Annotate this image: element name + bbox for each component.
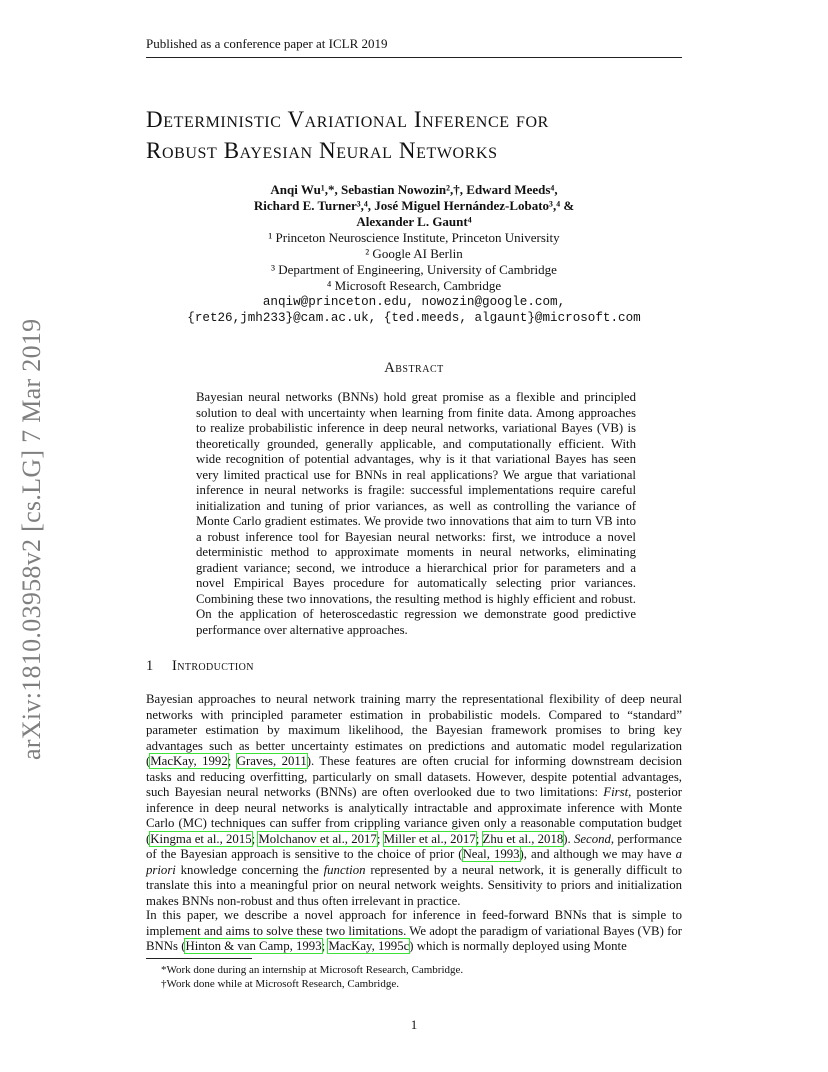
citation-link[interactable]: Molchanov et al., 2017 [258,831,377,846]
affiliation-3: ³ Department of Engineering, University of Cambridge [271,262,557,277]
abstract-heading: Abstract [384,360,444,376]
citation-link[interactable]: Kingma et al., 2015 [150,831,252,846]
footnote-2: †Work done while at Microsoft Research, Cambridge. [161,978,399,990]
section-title: Introduction [172,658,254,674]
section-heading-introduction [146,658,682,675]
text-run: ), and although we may have [519,847,676,861]
emphasis: First [603,785,629,799]
text-run: ) which is normally deployed using Monte [409,939,627,953]
author-line-1: Anqi Wu¹,*, Sebastian Nowozin²,†, Edward Meeds⁴, [270,182,558,197]
affiliation-4: ⁴ Microsoft Research, Cambridge [326,278,502,293]
text-run: Bayesian approaches to neural network training marry the representational flexibility of deep neural networks with principled parameter estimation in probabilistic models. Compared to “standard” parameter estimation by maximum likelihood, the Bayesian framework promises to bring key advantages such as better uncertainty estimates on predictions and automatic model regularization ( [146,692,682,768]
citation-link[interactable]: Hinton & van Camp, 1993 [185,939,322,953]
citation-link[interactable]: MacKay, 1995c [328,939,410,953]
footnote-1: *Work done during an internship at Microsoft Research, Cambridge. [161,964,464,976]
intro-paragraph-1: Bayesian approaches to neural network training marry the representational flexibility of deep neural networks with principled parameter estimation in probabilistic models. Compared to “standard” parameter estimation by maximum likelihood, the Bayesian framework promises to bring key advantages such as better uncertainty estimates on predictions and automatic model regularization (MacKay, 1992; Graves, 2011). These features are often crucial for informing downstream decision tasks and reducing overfitting, particularly on small datasets. However, despite potential advantages, such Bayesian neural networks (BNNs) are often overlooked due to two limitations: First, posterior inference in deep neural networks is analytically intractable and approximate inference with Monte Carlo (MC) techniques can suffer from crippling variance given only a reasonable computation budget (Kingma et al., 2015; Molchanov et al., 2017; Miller et al., 2017; Zhu et al., 2018). Second, performance of the Bayesian approach is sensitive to the choice of prior (Neal, 1993), and although we may have a priori knowledge concerning the function represented by a neural network, it is generally difficult to translate this into a meaningful prior on neural network weights. Sensitivity to priors and initialization makes BNNs non-robust and thus often irrelevant in practice. [146,692,683,908]
title-line-1: Deterministic Variational Inference for [146,107,549,132]
citation-link[interactable]: Neal, 1993 [462,847,520,861]
abstract-text: Bayesian neural networks (BNNs) hold great promise as a flexible and principled solution to deal with uncertainty when learning from finite data. Among approaches to realize probabilistic inference in deep neural networks, variational Bayes (VB) is theoretically grounded, generally applicable, and computationally efficient. With wide recognition of potential advantages, why is it that variational Bayes has seen very limited practical use for BNNs in real applications? We argue that variational inference in neural networks is fragile: successful implementations require careful initialization and tuning of prior variances, as well as controlling the variance of Monte Carlo gradient estimates. We provide two innovations that aim to turn VB into a robust inference tool for Bayesian neural networks: first, we introduce a novel deterministic method to approximate moments in neural networks, eliminating gradient variance; second, we introduce a hierarchical prior for parameters and a novel Empirical Bayes procedure for automatically selecting prior variances. Combining these two innovations, the resulting method is highly efficient and robust. On the application of heteroscedastic regression we demonstrate good predictive performance over alternative approaches. [196,390,636,637]
title-line-2: Robust Bayesian Neural Networks [146,138,498,163]
emphasis: function [323,862,366,877]
citation-link[interactable]: Graves, 2011 [236,754,307,768]
text-run: In this paper, we describe a novel approach for inference in feed-forward BNNs that is simple to implement and aims to solve these two limitations. We adopt the paradigm of variational Bayes (VB) for BNNs ( [146,908,682,953]
text-run: knowledge concerning the [175,862,324,877]
emphasis: a priori [146,847,682,877]
text-run: ). [563,831,574,846]
running-header: Published as a conference paper at ICLR 2019 [146,36,682,58]
paper-title [146,104,706,166]
section-number: 1 [146,658,154,674]
citation-link[interactable]: Miller et al., 2017 [383,831,476,846]
footnotes [146,958,682,991]
citation-link[interactable]: MacKay, 1992 [150,754,228,768]
citation-link[interactable]: Zhu et al., 2018 [482,831,564,846]
arxiv-stamp: arXiv:1810.03958v2 [cs.LG] 7 Mar 2019 [17,318,46,760]
text-run: , posterior inference in deep neural networks is analytically intractable and approximate inference with Monte Carlo (MC) techniques can suffer from crippling variance given only a reasonable computation budget ( [146,785,683,846]
emphasis: Second [573,831,611,846]
text-run: represented by a neural network, it is generally difficult to translate this into a meaningful prior on neural network weights. Sensitivity to priors and initialization makes BNNs non-robust and thus often irrelevant in practice. [146,862,682,908]
text-run: , performance of the Bayesian approach is sensitive to the choice of prior ( [146,831,682,861]
affiliation-2: ² Google AI Berlin [365,246,463,261]
email-line-1: anqiw@princeton.edu, nowozin@google.com, [262,295,566,309]
author-block [146,182,682,326]
author-line-2: Richard E. Turner³,⁴, José Miguel Hernández-Lobato³,⁴ & [253,198,575,213]
page-number: 1 [410,1017,418,1032]
email-line-2: {ret26,jmh233}@cam.ac.uk, {ted.meeds, algaunt}@microsoft.com [187,311,641,325]
author-line-3: Alexander L. Gaunt⁴ [356,214,472,229]
intro-paragraph-2: In this paper, we describe a novel approach for inference in feed-forward BNNs that is simple to implement and aims to solve these two limitations. We adopt the paradigm of variational Bayes (VB) for BNNs (Hinton & van Camp, 1993; MacKay, 1995c) which is normally deployed using Monte [146,908,682,953]
affiliation-1: ¹ Princeton Neuroscience Institute, Princeton University [268,230,560,245]
text-run: ). These features are often crucial for informing downstream decision tasks and reducing overfitting, particularly on small datasets. However, despite potential advantages, such Bayesian neural networks (BNNs) are often overlooked due to two limitations: [146,754,682,799]
footnote-rule [146,958,252,959]
